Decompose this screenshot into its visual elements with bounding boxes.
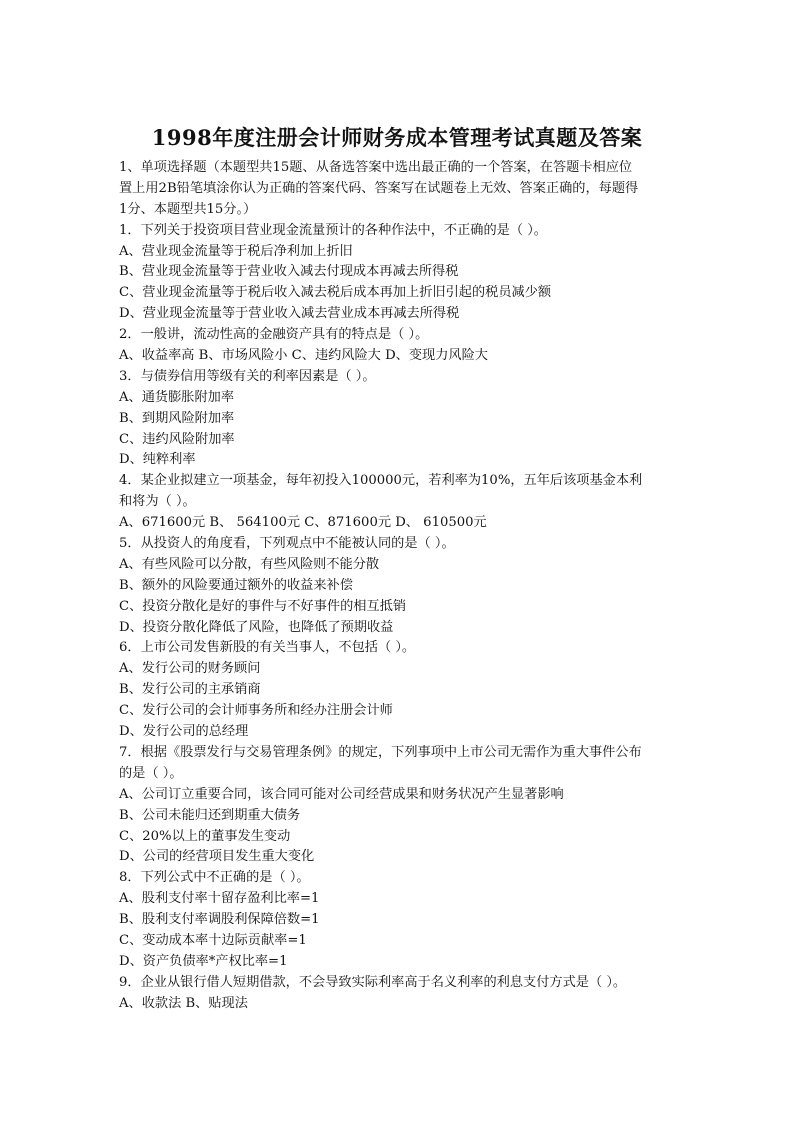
document-title: 1998年度注册会计师财务成本管理考试真题及答案: [151, 125, 643, 150]
text-line: D、营业现金流量等于营业收入减去营业成本再减去所得税: [119, 306, 460, 322]
text-line: D、投资分散化降低了风险，也降低了预期收益: [119, 619, 394, 635]
text-line: 2．一般讲，流动性高的金融资产具有的特点是（ ）。: [119, 327, 429, 343]
text-line: 4．某企业拟建立一项基金，每年初投入100000元，若利率为10%，五年后该项基金本利: [119, 473, 643, 489]
text-line: A、股利支付率十留存盈利比率=1: [119, 891, 320, 907]
text-line: B、营业现金流量等于营业收入减去付现成本再减去所得税: [119, 264, 459, 280]
text-line: 8．下列公式中不正确的是（ ）。: [119, 870, 310, 886]
text-line: B、发行公司的主承销商: [119, 682, 261, 698]
text-line: C、20%以上的董事发生变动: [119, 828, 291, 844]
text-line: D、公司的经营项目发生重大变化: [119, 849, 315, 865]
text-line: 1、单项选择题（本题型共15题、从备选答案中选出最正确的一个答案，在答题卡相应位: [119, 160, 633, 175]
text-line: 6．上市公司发售新股的有关当事人，不包括（ ）。: [119, 640, 416, 656]
text-line: 的是（ ）。: [119, 765, 183, 781]
text-line: C、营业现金流量等于税后收入减去税后成本再加上折旧引起的税员减少额: [119, 285, 552, 301]
text-line: 和将为（ ）。: [119, 494, 196, 510]
text-line: C、投资分散化是好的事件与不好事件的相互抵销: [119, 598, 407, 614]
text-line: 9．企业从银行借人短期借款，不会导致实际利率高于名义利率的利息支付方式是（ ）。: [119, 974, 627, 990]
document-body: [119, 158, 679, 1015]
text-line: D、纯粹利率: [119, 452, 196, 468]
text-line: A、收益率高 B、市场风险小 C、违约风险大 D、变现力风险大: [119, 348, 488, 364]
text-line: C、违约风险附加率: [119, 431, 235, 447]
text-line: A、收款法 B、贴现法: [119, 995, 248, 1011]
text-line: A、通货膨胀附加率: [119, 389, 235, 405]
text-line: B、到期风险附加率: [119, 410, 235, 426]
text-line: 7．根据《股票发行与交易管理条例》的规定，下列事项中上市公司无需作为重大事件公布: [119, 744, 642, 760]
text-line: A、营业现金流量等于税后净利加上折旧: [119, 243, 353, 259]
text-line: 5．从投资人的角度看，下列观点中不能被认同的是（ ）。: [119, 536, 455, 552]
text-line: B、股利支付率调股利保障倍数=1: [119, 912, 320, 928]
text-line: C、变动成本率十边际贡献率=1: [119, 932, 307, 948]
text-line: A、671600元 B、 564100元 C、871600元 D、 610500元: [119, 515, 487, 531]
text-line: 3．与债券信用等级有关的利率因素是（ ）。: [119, 368, 376, 384]
text-line: 1分、本题型共15分。）: [119, 201, 257, 217]
text-line: A、发行公司的财务顾问: [119, 661, 261, 677]
text-line: A、有些风险可以分散，有些风险则不能分散: [119, 556, 380, 572]
text-line: 1．下列关于投资项目营业现金流量预计的各种作法中，不正确的是（ ）。: [119, 222, 547, 238]
text-line: D、发行公司的总经理: [119, 724, 249, 740]
text-line: B、额外的风险要通过额外的收益来补偿: [119, 577, 353, 593]
text-line: D、资产负债率*产权比率=1: [119, 953, 288, 969]
text-line: B、公司未能归还到期重大债务: [119, 807, 301, 823]
text-line: 置上用2B铅笔填涂你认为正确的答案代码、答案写在试题卷上无效、答案正确的，每题得: [119, 180, 639, 196]
text-line: A、公司订立重要合同，该合同可能对公司经营成果和财务状况产生显著影响: [119, 786, 564, 802]
text-line: C、发行公司的会计师事务所和经办注册会计师: [119, 703, 393, 719]
